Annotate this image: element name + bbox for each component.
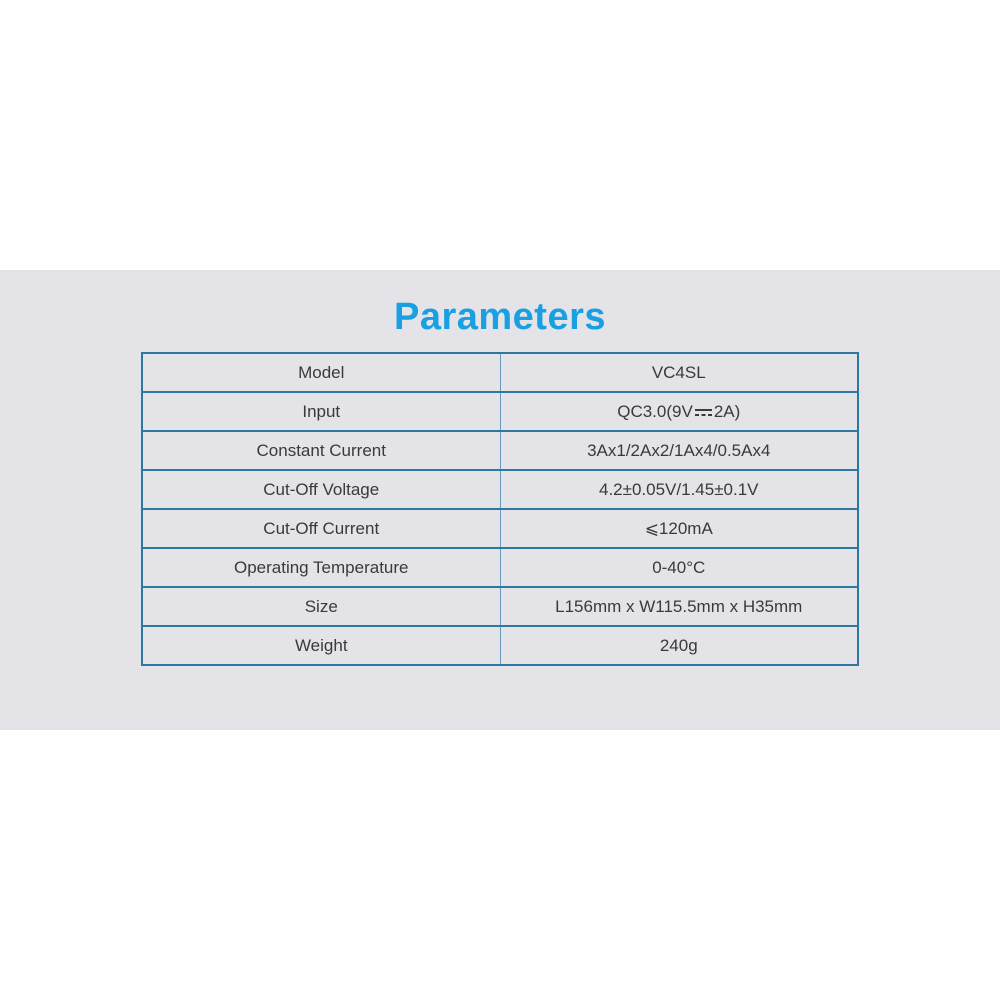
table-row [142, 626, 858, 665]
param-label-cell: Input [142, 392, 500, 431]
param-label-cell: Constant Current [142, 431, 500, 470]
table-row [142, 431, 858, 470]
param-label-cell: Weight [142, 626, 500, 665]
param-label-cell: Cut-Off Voltage [142, 470, 500, 509]
parameters-table [141, 352, 859, 666]
param-value-cell: L156mm x W115.5mm x H35mm [500, 587, 858, 626]
table-row [142, 353, 858, 392]
table-row [142, 470, 858, 509]
param-value-cell: 4.2±0.05V/1.45±0.1V [500, 470, 858, 509]
param-label-cell: Model [142, 353, 500, 392]
param-value-cell: 0-40°C [500, 548, 858, 587]
table-row [142, 509, 858, 548]
param-value-cell: 240g [500, 626, 858, 665]
param-label-cell: Cut-Off Current [142, 509, 500, 548]
param-value-cell: QC3.0(9V 2A) [500, 392, 858, 431]
table-row [142, 392, 858, 431]
param-label-cell: Size [142, 587, 500, 626]
page-title: Parameters [393, 296, 607, 338]
param-value-cell: VC4SL [500, 353, 858, 392]
parameters-section [0, 270, 1000, 730]
dc-symbol-icon [695, 408, 712, 418]
param-value-cell: 3Ax1/2Ax2/1Ax4/0.5Ax4 [500, 431, 858, 470]
table-row [142, 587, 858, 626]
table-row [142, 548, 858, 587]
param-label-cell: Operating Temperature [142, 548, 500, 587]
parameters-table-body [142, 353, 858, 665]
param-value-cell: ⩽120mA [500, 509, 858, 548]
